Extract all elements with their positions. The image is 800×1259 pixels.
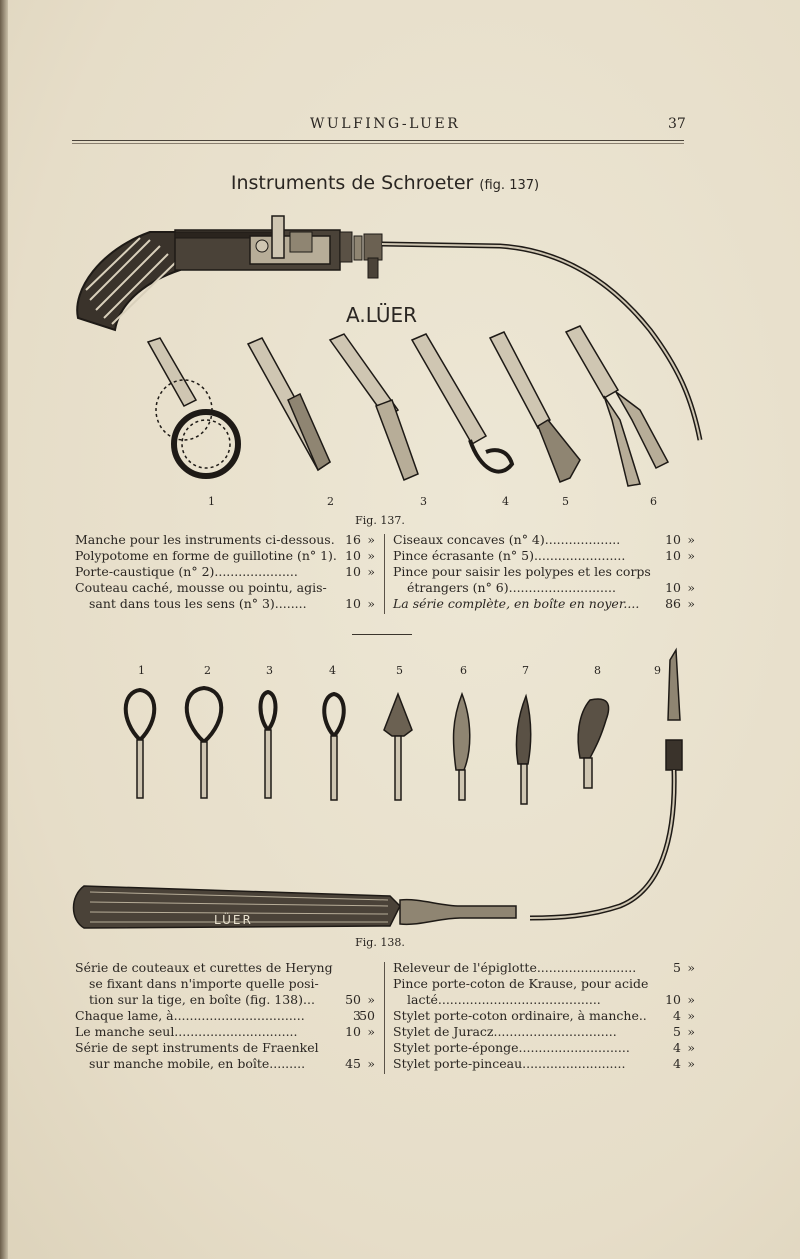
tip-number: 6 xyxy=(650,495,657,508)
price-row: Pince porte-coton de Krause, pour acide xyxy=(393,976,649,991)
price-row: Polypotome en forme de guillotine (n° 1). 10 » xyxy=(75,548,375,563)
tip-number: 5 xyxy=(396,664,403,677)
price-row: se fixant dans n'importe quelle posi- xyxy=(89,976,319,991)
section-title-ref: (fig. 137) xyxy=(479,178,540,193)
tip-number: 7 xyxy=(522,664,529,677)
tip-number: 3 xyxy=(266,664,273,677)
price-row: Le manche seul............................... 10 » xyxy=(75,1024,375,1039)
fig-137-caption: Fig. 137. xyxy=(355,514,405,527)
tip-number: 9 xyxy=(654,664,661,677)
tip-number: 3 xyxy=(420,495,427,508)
price-list-138-left xyxy=(75,960,375,1072)
heryng-blade-5 xyxy=(384,694,412,800)
tip-number: 5 xyxy=(562,495,569,508)
tip-number: 1 xyxy=(208,495,215,508)
tip-number: 8 xyxy=(594,664,601,677)
heryng-handle xyxy=(74,886,517,928)
price-row: étrangers (n° 6)........................... 10 » xyxy=(407,580,695,595)
page-number: 37 xyxy=(668,116,686,132)
heryng-blade-8 xyxy=(578,699,608,788)
price-row: Manche pour les instruments ci-dessous. 16 » xyxy=(75,532,375,547)
price-row: sur manche mobile, en boîte......... 45 » xyxy=(89,1056,375,1071)
price-row: Pince écrasante (n° 5)....................... 10 » xyxy=(393,548,695,563)
heryng-blade-2 xyxy=(187,688,222,798)
tip-number: 4 xyxy=(329,664,336,677)
handle-mark: LÜER xyxy=(214,913,253,927)
price-row: lacté......................................... 10 » xyxy=(407,992,695,1007)
tip-number: 6 xyxy=(460,664,467,677)
price-row: Stylet porte-éponge............................ 4 » xyxy=(393,1040,695,1055)
section-title-text: Instruments de Schroeter xyxy=(230,172,474,194)
price-row: Porte-caustique (n° 2)..................... 10 » xyxy=(75,564,375,579)
running-head: WULFING-LUER xyxy=(310,116,461,132)
heryng-rod-9 xyxy=(530,650,682,918)
maker-mark: A.LÜER xyxy=(346,303,418,327)
price-list-138-right xyxy=(393,960,695,1072)
fig-138-caption: Fig. 138. xyxy=(355,936,405,949)
price-row: Chaque lame, à................................. 3 50 xyxy=(75,1008,375,1023)
column-divider xyxy=(384,962,385,1074)
price-row: Série de sept instruments de Fraenkel xyxy=(75,1040,319,1055)
price-row: Stylet porte-coton ordinaire, à manche.. 4 » xyxy=(393,1008,695,1023)
heryng-blade-1 xyxy=(126,690,155,798)
price-row: La série complète, en boîte en noyer.... 86 » xyxy=(393,596,695,611)
price-row: Stylet de Juracz............................... 5 » xyxy=(393,1024,695,1039)
tip-number: 2 xyxy=(204,664,211,677)
heryng-blade-7 xyxy=(516,696,530,804)
heryng-blade-3 xyxy=(261,692,276,798)
price-row: Stylet porte-pinceau.......................... 4 » xyxy=(393,1056,695,1071)
price-row: Ciseaux concaves (n° 4)................... 10 » xyxy=(393,532,695,547)
tip-number: 2 xyxy=(327,495,334,508)
price-row: tion sur la tige, en boîte (fig. 138)... 50 » xyxy=(89,992,375,1007)
heryng-blade-6 xyxy=(454,694,470,800)
price-row: Releveur de l'épiglotte......................... 5 » xyxy=(393,960,695,975)
heryng-blade-4 xyxy=(324,694,344,800)
tip-number: 1 xyxy=(138,664,145,677)
price-row: Pince pour saisir les polypes et les corps xyxy=(393,564,651,579)
tip-number: 4 xyxy=(502,495,509,508)
price-row: Série de couteaux et curettes de Heryng xyxy=(75,960,333,975)
price-row: sant dans tous les sens (n° 3)........ 10 » xyxy=(89,596,375,611)
price-row: Couteau caché, mousse ou pointu, agis- xyxy=(75,580,327,595)
